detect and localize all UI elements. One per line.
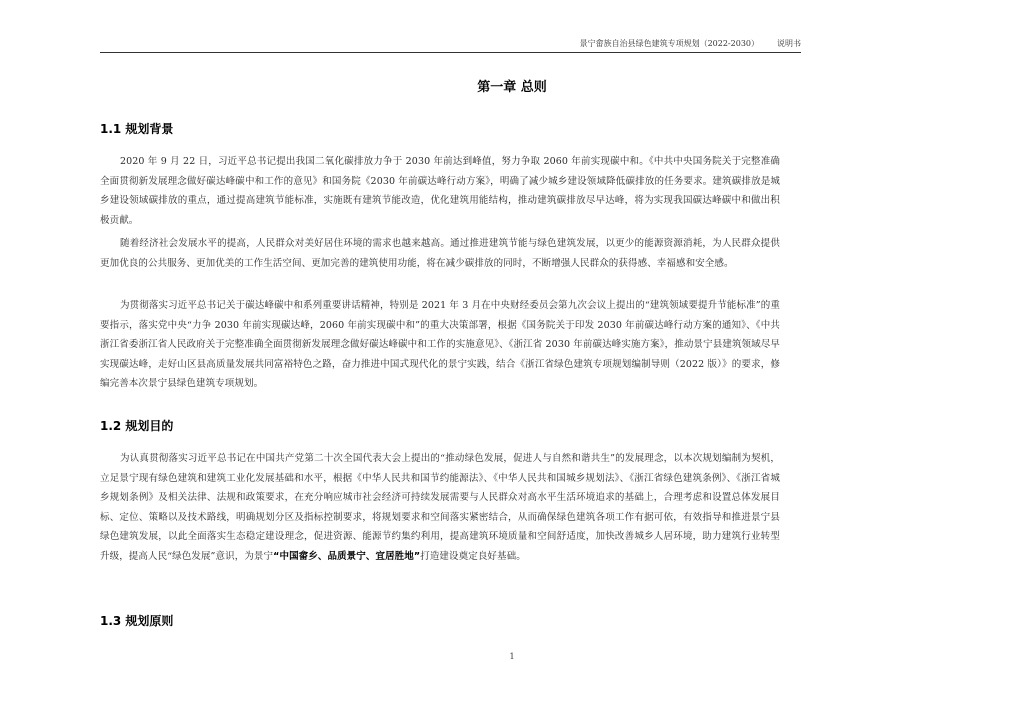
running-header <box>100 38 801 53</box>
section-heading-background: 1.1 规划背景 <box>100 122 174 136</box>
chapter-title: 第一章 总则 <box>477 80 547 95</box>
header-doc-type: 说明书 <box>777 39 801 48</box>
page-number: 1 <box>509 652 515 661</box>
paragraph-background-2: 随着经济社会发展水平的提高，人民群众对美好居住环境的需求也越来越高。通过推进建筑节能与绿色建筑发展，以更少的能源资源消耗，为人民群众提供更加优良的公共服务、更加优美的工作生活空间、更加完善的建筑使用功能，将在减少碳排放的同时，不断增强人民群众的获得感、幸福感和安全感。 <box>100 238 780 269</box>
header-doc-title: 景宁畲族自治县绿色建筑专项规划（2022-2030） <box>579 39 759 48</box>
paragraph-purpose-1 <box>100 449 780 567</box>
paragraph-background-3: 为贯彻落实习近平总书记关于碳达峰碳中和系列重要讲话精神，特别是 2021 年 3 月在中央财经委员会第九次会议上提出的“建筑领域要提升节能标准”的重要指示，落实党中央“力争 2030 年前实现碳达峰，2060 年前实现碳中和”的重大决策部署，根据《国务院关于印发 2030 年前碳达峰行动方案的通知》、《中共浙江省委浙江省人民政府关于完整准确全面贯彻新发展理念做好碳达峰碳中和工作的实施意见》、《浙江省 2030 年前碳达峰实施方案》，推动景宁县建筑领域尽早实现碳达峰，走好山区县高质量发展共同富裕特色之路，奋力推进中国式现代化的景宁实践，结合《浙江省绿色建筑专项规划编制导则（2022 版）》的要求，修编完善本次景宁县绿色建筑专项规划。 <box>100 300 780 390</box>
paragraph-background-1: 2020 年 9 月 22 日，习近平总书记提出我国二氧化碳排放力争于 2030 年前达到峰值，努力争取 2060 年前实现碳中和。《中共中央国务院关于完整准确全面贯彻新发展理念做好碳达峰碳中和工作的意见》和国务院《2030 年前碳达峰行动方案》，明确了减少城乡建设领域降低碳排放的任务要求。建筑碳排放是城乡建设领域碳排放的重点，通过提高建筑节能标准，实施既有建筑节能改造，优化建筑用能结构，推动建筑碳排放尽早达峰，将为实现我国碳达峰碳中和做出积极贡献。 <box>100 156 780 226</box>
paragraph-purpose-ending: 打造建设奠定良好基础。 <box>420 550 526 562</box>
section-heading-principles: 1.3 规划原则 <box>100 614 174 628</box>
section-heading-purpose: 1.2 规划目的 <box>100 419 174 433</box>
slogan-emphasis: “中国畲乡、品质景宁、宜居胜地” <box>273 550 421 562</box>
paragraph-purpose-text: 为认真贯彻落实习近平总书记在中国共产党第二十次全国代表大会上提出的“推动绿色发展，促进人与自然和谐共生”的发展理念，以本次规划编制为契机，立足景宁现有绿色建筑和建筑工业化发展基础和水平，根据《中华人民共和国节约能源法》、《中华人民共和国城乡规划法》、《浙江省绿色建筑条例》、《浙江省城乡规划条例》及相关法律、法规和政策要求，在充分响应城市社会经济可持续发展需要与人民群众对高水平生活环境追求的基础上，合理考虑和设置总体发展目标、定位、策略以及技术路线，明确规划分区及指标控制要求，将规划要求和空间落实紧密结合，从而确保绿色建筑各项工作有据可依，有效指导和推进景宁县绿色建筑发展，以此全面落实生态稳定建设理念，促进资源、能源节约集约利用，提高建筑环境质量和空间舒适度，加快改善城乡人居环境，助力建筑行业转型升级，提高人民“绿色发展”意识，为景宁 <box>100 453 780 562</box>
